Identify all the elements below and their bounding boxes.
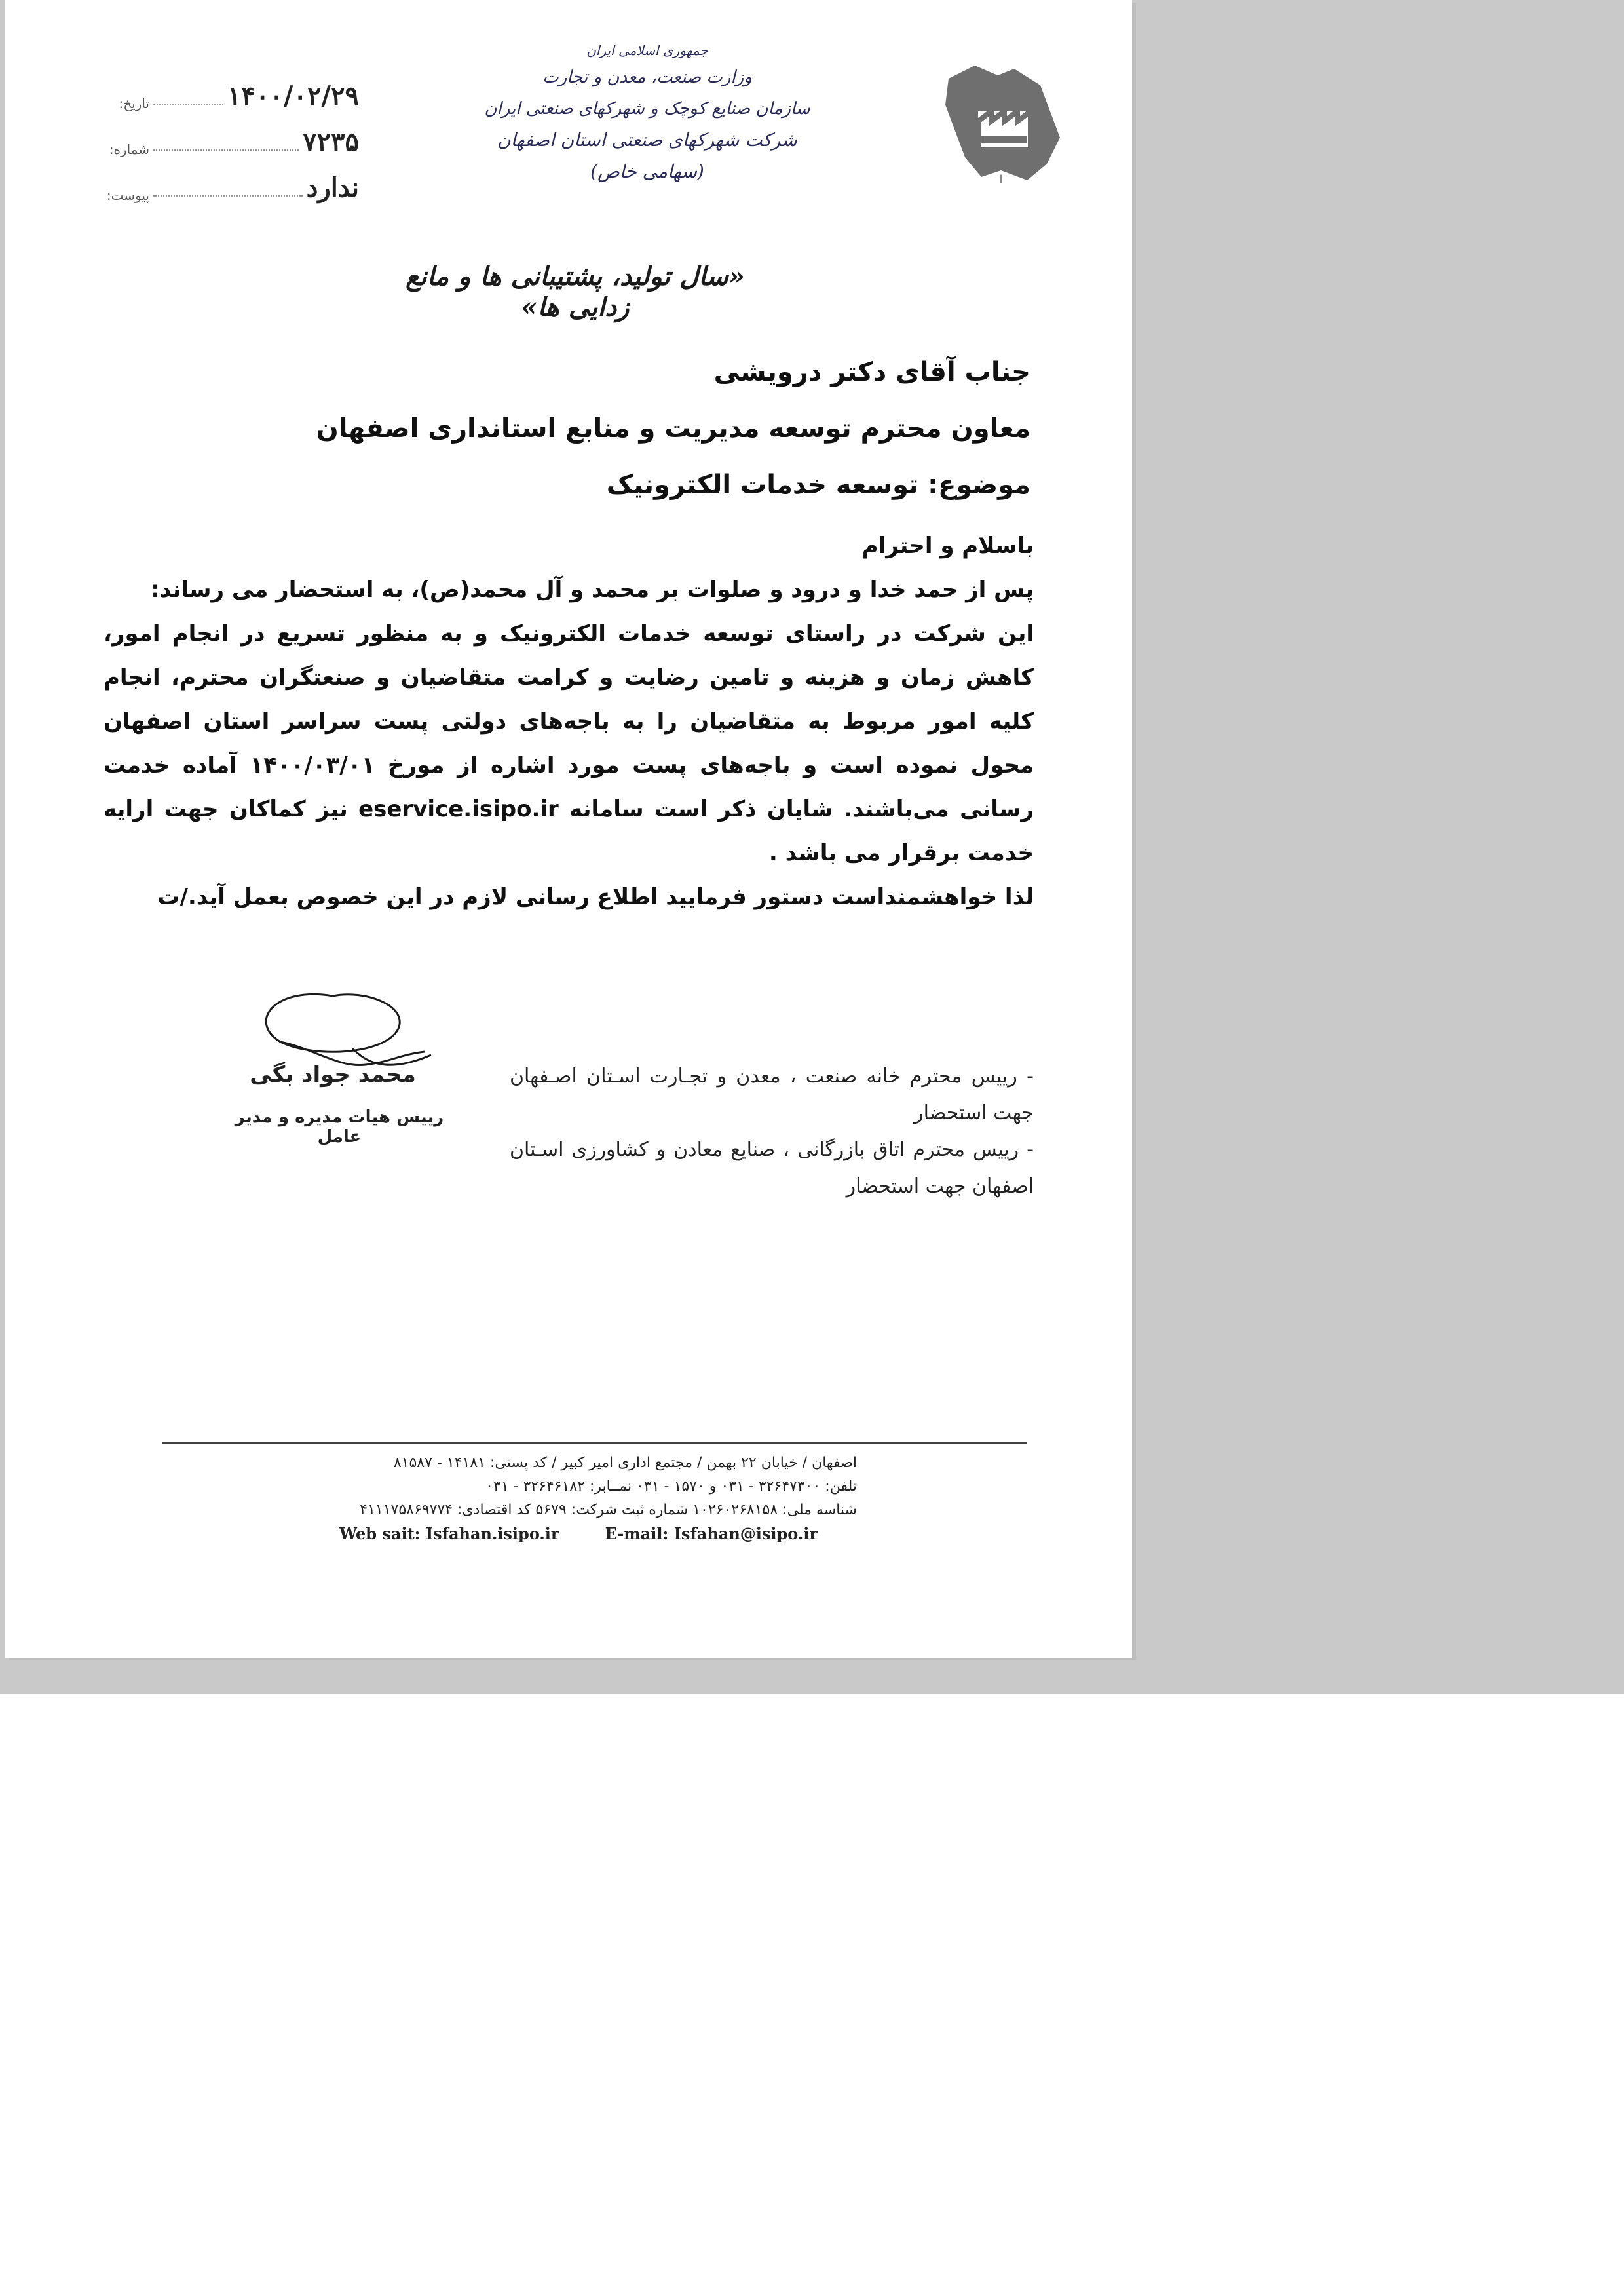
main-paragraph xyxy=(104,612,1034,875)
letterhead-line-organization: سازمان صنایع کوچک و شهرکهای صنعتی ایران xyxy=(484,99,810,119)
eservice-url: eservice.isipo.ir xyxy=(358,796,559,822)
cc-list xyxy=(510,1058,1034,1205)
number-value: ۷۲۳۵ xyxy=(303,126,359,157)
date-label: تاریخ: xyxy=(119,96,149,111)
meta-dots xyxy=(153,104,223,105)
letter-page xyxy=(5,0,1132,1658)
letterhead xyxy=(464,39,831,187)
footer-website: Web sait: Isfahan.isipo.ir xyxy=(339,1524,559,1543)
recipient-name: جناب آقای دکتر درویشی xyxy=(713,357,1030,387)
footer-web-row xyxy=(162,1522,857,1546)
signer-title: رییس هیات مدیره و مدیر عامل xyxy=(235,1107,444,1147)
svg-text:ا: ا xyxy=(999,173,1003,187)
isipo-iran-map-factory-logo-icon xyxy=(935,59,1067,190)
letterhead-line-company: شرکت شهرکهای صنعتی استان اصفهان (سهامی خاص) xyxy=(497,129,797,182)
recipient-position: معاون محترم توسعه مدیریت و منابع استانداری اصفهان xyxy=(316,413,1030,444)
footer-ids: شناسه ملی: ۱۰۲۶۰۲۶۸۱۵۸ شماره ثبت شرکت: ۵۶۷۹ کد اقتصادی: ۴۱۱۱۷۵۸۶۹۷۷۴ xyxy=(360,1502,857,1518)
date-value: ۱۴۰۰/۰۲/۲۹ xyxy=(227,81,359,111)
footer-address: اصفهان / خیابان ۲۲ بهمن / مجتمع اداری امیر کبیر / کد پستی: ۱۴۱۸۱ - ۸۱۵۸۷ xyxy=(393,1455,857,1471)
attachment-value: ندارد xyxy=(306,172,359,203)
cc-item: - رییس محترم اتاق بازرگانی ، صنایع معادن و کشاورزی اسـتان اصفهان جهت استحضار xyxy=(510,1138,1034,1198)
main-paragraph-tail: نیز کماکان جهت ارایه خدمت برقرار می باشد . xyxy=(104,796,1034,866)
recipient-block xyxy=(179,344,1030,513)
greeting: باسلام و احترام xyxy=(861,533,1034,559)
letter-subject: موضوع: توسعه خدمات الکترونیک xyxy=(606,470,1030,500)
intro-line: پس از حمد خدا و درود و صلوات بر محمد و آل محمد(ص)، به استحضار می رساند: xyxy=(151,577,1034,603)
main-paragraph-text: این شرکت در راستای توسعه خدمات الکترونیک و به منظور تسریع در انجام امور، کاهش زمان و هزینه و تامین رضایت و کرامت متقاضیان و صنعتگران محترم، انجام کلیه امور مربوط به متقاضیان را به باجه‌های دولتی پست سراسر استان اصفهان محول نموده است و باجه‌های پست مورد اشاره از مورخ ۱۴۰۰/۰۳/۰۱ آماده خدمت رسانی می‌باشند. شایان ذکر است سامانه xyxy=(104,621,1034,822)
number-label: شماره: xyxy=(109,142,149,157)
letter-footer xyxy=(162,1451,857,1546)
meta-date-row xyxy=(97,66,359,111)
cc-item: - رییس محترم خانه صنعت ، معدن و تجـارت اسـتان اصـفهان جهت استحضار xyxy=(510,1065,1034,1124)
letter-body xyxy=(104,524,1034,919)
signer-name: محمد جواد بگی xyxy=(250,1062,416,1088)
letter-meta xyxy=(97,66,359,203)
meta-dots xyxy=(153,149,299,151)
meta-number-row xyxy=(97,111,359,157)
year-motto: «سال تولید، پشتیبانی ها و مانع زدایی ها» xyxy=(406,261,745,322)
closing-line: لذا خواهشمنداست دستور فرمایید اطلاع رسانی لازم در این خصوص بعمل آید./ت xyxy=(157,884,1034,910)
letterhead-line-republic: جمهوری اسلامی ایران xyxy=(586,43,708,58)
footer-divider xyxy=(162,1442,1027,1444)
attachment-label: پیوست: xyxy=(106,187,149,203)
meta-attachment-row xyxy=(97,157,359,203)
footer-email: E-mail: Isfahan@isipo.ir xyxy=(605,1524,818,1543)
meta-dots xyxy=(153,195,303,197)
footer-phones: تلفن: ۳۲۶۴۷۳۰۰ - ۰۳۱ و ۱۵۷۰ - ۰۳۱ نمــابر: ۳۲۶۴۶۱۸۲ - ۰۳۱ xyxy=(485,1478,857,1495)
letterhead-line-ministry: وزارت صنعت، معدن و تجارت xyxy=(542,67,752,87)
